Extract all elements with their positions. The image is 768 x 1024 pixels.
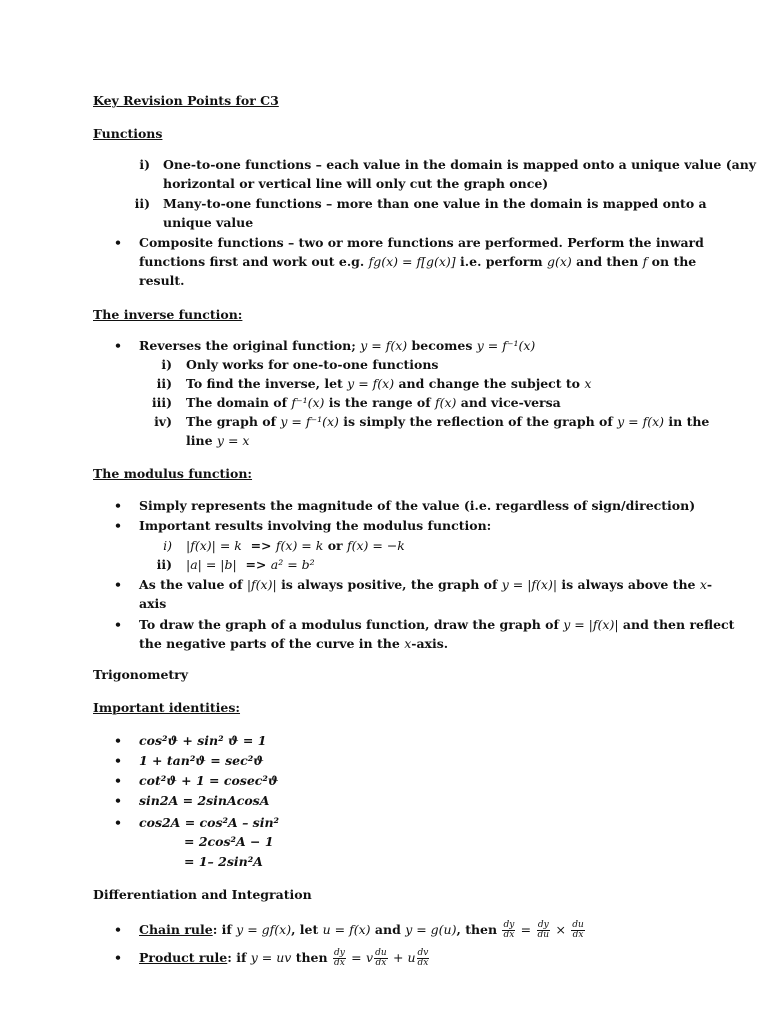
modulus-heading: The modulus function: <box>93 466 253 481</box>
inverse-heading: The inverse function: <box>93 307 243 322</box>
modulus-bullet-2: Important results involving the modulus function: <box>139 518 492 533</box>
bullet: • <box>114 793 122 808</box>
bullet: • <box>114 753 122 768</box>
bullet: • <box>114 950 122 965</box>
bullet: • <box>114 577 122 592</box>
bullet: • <box>114 773 122 788</box>
math-expression: g(x) <box>546 254 572 269</box>
list-item: One-to-one functions – each value in the domain is mapped onto a unique value (any <box>163 157 757 172</box>
identity: sin2A = 2sinAcosA <box>139 793 270 808</box>
list-number: i) <box>139 157 150 172</box>
identity: cos²ϑ + sin² ϑ = 1 <box>139 733 267 748</box>
list-number: i) <box>163 538 172 553</box>
inverse-bullet: Reverses the original function; y = f(x) becomes y = f⁻¹(x) <box>139 338 536 353</box>
math-expression: fg(x) = f[g(x)] <box>368 254 456 269</box>
fraction: $\frac{du}{dx}$ <box>375 948 387 968</box>
modulus-bullet-3-cont: axis <box>139 596 167 611</box>
list-number: ii) <box>156 376 172 391</box>
list-item-cont: horizontal or vertical line will only cut the graph once) <box>163 176 549 191</box>
bullet: • <box>114 733 122 748</box>
chain-rule: Chain rule: if y = gf(x), let u = f(x) and y = g(u), then $\frac{dy}{dx}$ = $\frac{dy}{du}$ × $\frac{du}{dx}$ <box>139 920 584 940</box>
document-title: Key Revision Points for C3 <box>93 93 279 108</box>
list-item: To find the inverse, let y = f(x) and change the subject to x <box>186 376 592 391</box>
product-rule-label: Product rule <box>139 950 228 965</box>
identity: cos2A = cos²A – sin² <box>139 815 280 830</box>
bullet: • <box>114 518 122 533</box>
identities-heading: Important identities: <box>93 700 241 715</box>
list-number: ii) <box>156 557 172 572</box>
product-rule: Product rule: if y = uv then $\frac{dy}{dx}$ = v $\frac{du}{dx}$ + u $\frac{dv}{dx}$ <box>139 948 429 968</box>
modulus-bullet-3: As the value of |f(x)| is always positive, the graph of y = |f(x)| is always above the x- <box>139 577 713 592</box>
fraction: $\frac{dy}{dx}$ <box>333 948 345 968</box>
fraction: $\frac{dy}{du}$ <box>537 920 550 940</box>
functions-heading: Functions <box>93 126 163 141</box>
math-expression: f <box>642 254 648 269</box>
list-number: iii) <box>151 395 172 410</box>
list-item: Only works for one-to-one functions <box>186 357 439 372</box>
modulus-result-1: |f(x)| = k => f(x) = k or f(x) = −k <box>186 538 405 553</box>
list-item-cont: line y = x <box>186 433 250 448</box>
bullet: • <box>114 235 122 250</box>
list-number: ii) <box>134 196 150 211</box>
trigonometry-heading: Trigonometry <box>93 667 189 682</box>
list-item: The domain of f⁻¹(x) is the range of f(x) and vice-versa <box>186 395 561 410</box>
list-item-cont: unique value <box>163 215 254 230</box>
bullet: • <box>114 617 122 632</box>
chain-rule-label: Chain rule <box>139 922 213 937</box>
fraction: $\frac{dv}{dx}$ <box>417 948 429 968</box>
composite-line-1: Composite functions – two or more functions are performed. Perform the inward <box>139 235 704 250</box>
bullet: • <box>114 815 122 830</box>
identity: 1 + tan²ϑ = sec²ϑ <box>139 753 264 768</box>
list-number: i) <box>161 357 172 372</box>
bullet: • <box>114 338 122 353</box>
list-item: The graph of y = f⁻¹(x) is simply the reflection of the graph of y = f(x) in the <box>186 414 710 429</box>
composite-line-2: functions first and work out e.g. fg(x) = f[g(x)] i.e. perform g(x) and then f on the <box>139 254 697 269</box>
fraction: $\frac{dy}{dx}$ <box>503 920 515 940</box>
modulus-result-2: |a| = |b| => a² = b² <box>186 557 315 572</box>
bullet: • <box>114 922 122 937</box>
differentiation-heading: Differentiation and Integration <box>93 887 312 902</box>
fraction: $\frac{du}{dx}$ <box>572 920 584 940</box>
modulus-bullet-4-cont: the negative parts of the curve in the x-axis. <box>139 636 449 651</box>
identity-cont: = 2cos²A − 1 <box>184 834 274 849</box>
modulus-bullet-1: Simply represents the magnitude of the value (i.e. regardless of sign/direction) <box>139 498 696 513</box>
modulus-bullet-4: To draw the graph of a modulus function, draw the graph of y = |f(x)| and then reflect <box>139 617 735 632</box>
bullet: • <box>114 498 122 513</box>
composite-line-3: result. <box>139 273 185 288</box>
list-item: Many-to-one functions – more than one value in the domain is mapped onto a <box>163 196 707 211</box>
identity-cont: = 1– 2sin²A <box>184 854 263 869</box>
list-number: iv) <box>154 414 172 429</box>
identity: cot²ϑ + 1 = cosec²ϑ <box>139 773 279 788</box>
